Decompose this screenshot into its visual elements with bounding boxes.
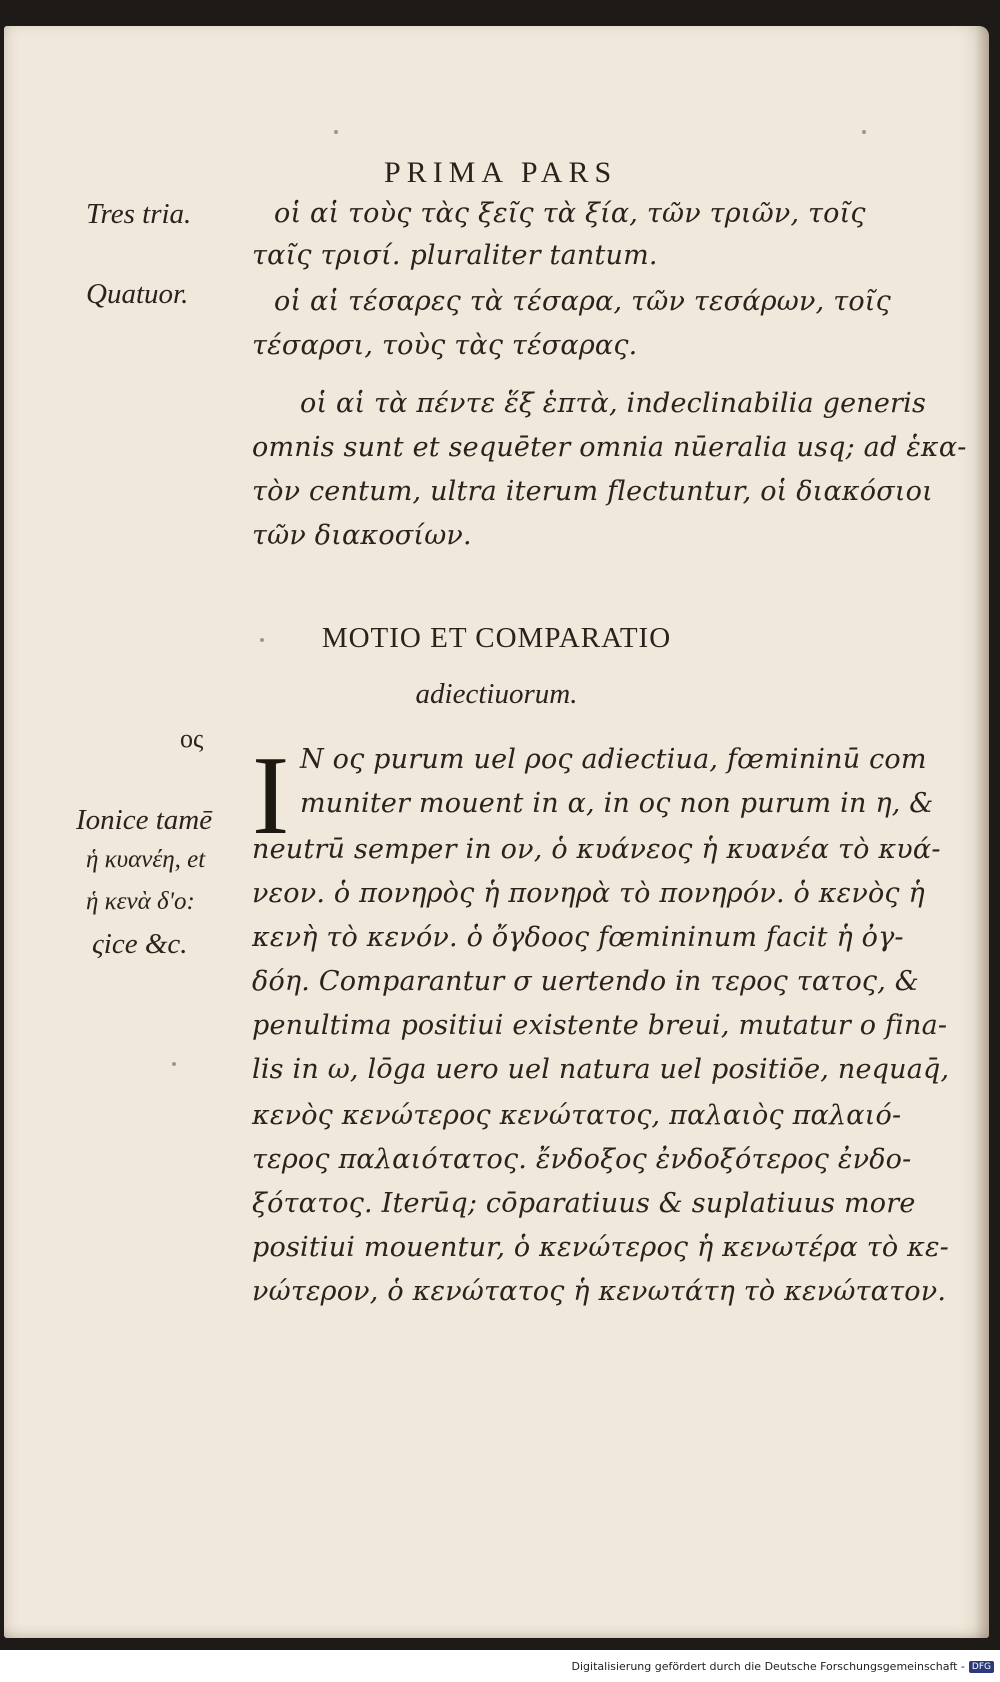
text-line: muniter mouent in α, in ος non purum in η, & bbox=[300, 788, 934, 819]
margin-note-kene: ἡ κενὰ δ'ο: bbox=[86, 888, 195, 915]
running-header: PRIMA PARS bbox=[384, 156, 618, 189]
text-line: κενὴ τὸ κενόν. ὁ ὄγδοος fœmininum facit ἡ ὀγ- bbox=[252, 922, 904, 953]
section-subtitle: adiectiuorum. bbox=[415, 678, 578, 710]
margin-note-sice: ςice &c. bbox=[92, 928, 188, 960]
paper-speck bbox=[334, 130, 338, 134]
text-line: lis in ω, lōga uero uel natura uel positiōe, nequaq̄, bbox=[252, 1054, 950, 1085]
dfg-logo: DFG bbox=[969, 1661, 994, 1673]
drop-capital: I bbox=[252, 734, 290, 858]
page-edge-shadow bbox=[975, 26, 989, 1638]
paper-speck bbox=[260, 638, 264, 642]
margin-note-ionice: Ionice tamē bbox=[76, 804, 213, 836]
text-line: κενὸς κενώτερος κενώτατος, παλαιὸς παλαιό- bbox=[252, 1100, 902, 1131]
margin-note-quatuor: Quatuor. bbox=[86, 278, 189, 310]
text-line: τερος παλαιότατος. ἔνδοξος ἐνδοξότερος ἐνδο- bbox=[252, 1144, 912, 1175]
digitization-credit bbox=[572, 1660, 994, 1673]
text-line: τῶν διακοσίων. bbox=[252, 520, 472, 551]
text-line: νεον. ὁ πονηρὸς ἡ πονηρὰ τὸ πονηρόν. ὁ κενὸς ἡ bbox=[252, 878, 925, 909]
text-line: δόη. Comparantur σ uertendo in τερος τατος, & bbox=[252, 966, 920, 997]
paper-speck bbox=[862, 130, 866, 134]
book-page bbox=[4, 26, 989, 1638]
margin-note-tres: Tres tria. bbox=[86, 198, 192, 230]
text-line: νώτερον, ὁ κενώτατος ἡ κενωτάτη τὸ κενώτατον. bbox=[252, 1276, 947, 1307]
text-line: ξότατος. Iterūq; cōparatiuus & suplatiuus more bbox=[252, 1188, 916, 1219]
text-line: ταῖς τρισί. pluraliter tantum. bbox=[252, 240, 658, 271]
credit-text: Digitalisierung gefördert durch die Deutsche Forschungsgemeinschaft - bbox=[571, 1660, 965, 1673]
text-line: οἱ αἱ τέσαρες τὰ τέσαρα, τῶν τεσάρων, τοῖς bbox=[274, 286, 891, 317]
margin-note-os: ος bbox=[180, 724, 204, 753]
text-line: neutrū semper in ον, ὁ κυάνεος ἡ κυανέα τὸ κυά- bbox=[252, 834, 941, 865]
section-title: MOTIO ET COMPARATIO bbox=[321, 622, 672, 654]
margin-note-kyanee: ἡ κυανέη, et bbox=[86, 846, 206, 873]
text-line: τέσαρσι, τοὺς τὰς τέσαρας. bbox=[252, 330, 638, 361]
paper-speck bbox=[172, 1062, 176, 1066]
text-line: οἱ αἱ τὰ πέντε ἕξ ἑπτὰ, indeclinabilia generis bbox=[300, 388, 927, 419]
text-line: N ος purum uel ρος adiectiua, fœmininū com bbox=[300, 744, 927, 775]
text-line: οἱ αἱ τοὺς τὰς ξεῖς τὰ ξία, τῶν τριῶν, τοῖς bbox=[274, 198, 866, 229]
text-line: penultima positiui existente breui, mutatur ο fina- bbox=[252, 1010, 948, 1041]
text-line: positiui mouentur, ὁ κενώτερος ἡ κενωτέρα τὸ κε- bbox=[252, 1232, 949, 1263]
text-line: omnis sunt et sequēter omnia nūeralia usq; ad ἑκα- bbox=[252, 432, 967, 463]
text-line: τὸν centum, ultra iterum flectuntur, οἱ διακόσιοι bbox=[252, 476, 933, 507]
